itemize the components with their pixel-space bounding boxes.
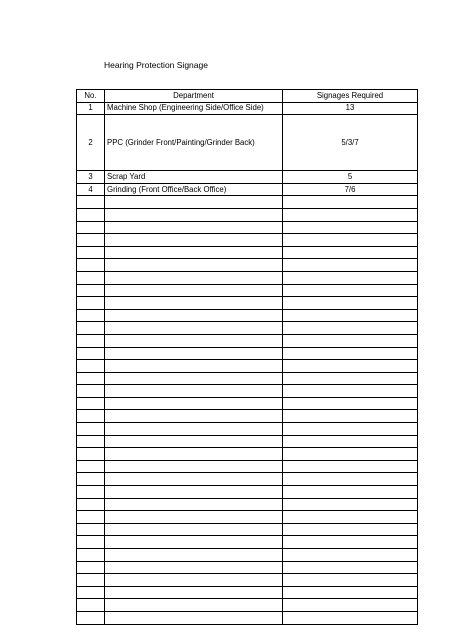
row-signages: 7/6 — [283, 183, 418, 196]
empty-table-row — [77, 347, 418, 360]
empty-cell — [105, 334, 283, 347]
empty-cell — [105, 284, 283, 297]
empty-cell — [283, 586, 418, 599]
empty-cell — [77, 423, 105, 436]
empty-cell — [283, 460, 418, 473]
empty-cell — [105, 549, 283, 562]
empty-cell — [77, 574, 105, 587]
header-no: No. — [77, 90, 105, 103]
empty-cell — [283, 360, 418, 373]
empty-table-row — [77, 221, 418, 234]
empty-cell — [283, 511, 418, 524]
empty-cell — [77, 234, 105, 247]
empty-cell — [283, 259, 418, 272]
empty-cell — [105, 511, 283, 524]
empty-cell — [77, 523, 105, 536]
empty-table-row — [77, 271, 418, 284]
empty-cell — [283, 611, 418, 624]
empty-table-row — [77, 599, 418, 612]
empty-cell — [105, 423, 283, 436]
empty-cell — [283, 599, 418, 612]
row-number: 1 — [77, 102, 105, 115]
empty-cell — [77, 498, 105, 511]
empty-cell — [105, 486, 283, 499]
empty-cell — [283, 486, 418, 499]
empty-cell — [77, 561, 105, 574]
empty-cell — [283, 498, 418, 511]
empty-cell — [105, 297, 283, 310]
empty-cell — [105, 599, 283, 612]
empty-table-row — [77, 460, 418, 473]
empty-table-row — [77, 246, 418, 259]
empty-cell — [283, 385, 418, 398]
empty-cell — [77, 334, 105, 347]
empty-cell — [77, 372, 105, 385]
empty-cell — [77, 536, 105, 549]
empty-cell — [105, 372, 283, 385]
row-department: Machine Shop (Engineering Side/Office Side) — [105, 102, 283, 115]
row-department: Scrap Yard — [105, 171, 283, 184]
page-title: Hearing Protection Signage — [104, 60, 208, 70]
empty-table-row — [77, 360, 418, 373]
empty-cell — [283, 435, 418, 448]
empty-cell — [77, 221, 105, 234]
empty-cell — [105, 473, 283, 486]
empty-table-row — [77, 372, 418, 385]
empty-table-row — [77, 586, 418, 599]
empty-table-row — [77, 397, 418, 410]
empty-cell — [105, 523, 283, 536]
empty-cell — [105, 385, 283, 398]
empty-cell — [283, 536, 418, 549]
table-row — [77, 183, 418, 196]
empty-table-row — [77, 498, 418, 511]
empty-table-row — [77, 536, 418, 549]
empty-table-row — [77, 473, 418, 486]
header-department: Department — [105, 90, 283, 103]
empty-table-row — [77, 410, 418, 423]
empty-cell — [105, 221, 283, 234]
empty-table-row — [77, 196, 418, 209]
empty-table-row — [77, 511, 418, 524]
row-signages: 13 — [283, 102, 418, 115]
empty-cell — [77, 460, 105, 473]
empty-cell — [105, 309, 283, 322]
empty-cell — [77, 347, 105, 360]
empty-cell — [105, 448, 283, 461]
empty-cell — [283, 297, 418, 310]
empty-table-row — [77, 448, 418, 461]
empty-cell — [105, 259, 283, 272]
empty-cell — [77, 246, 105, 259]
empty-cell — [283, 246, 418, 259]
empty-table-row — [77, 208, 418, 221]
empty-cell — [283, 523, 418, 536]
empty-cell — [77, 397, 105, 410]
row-number: 2 — [77, 115, 105, 171]
table-header-row — [77, 90, 418, 103]
empty-cell — [77, 486, 105, 499]
empty-cell — [77, 284, 105, 297]
empty-table-row — [77, 297, 418, 310]
empty-table-row — [77, 561, 418, 574]
empty-table-row — [77, 385, 418, 398]
empty-cell — [283, 473, 418, 486]
empty-cell — [105, 397, 283, 410]
empty-cell — [283, 221, 418, 234]
table-body — [77, 102, 418, 624]
empty-table-row — [77, 309, 418, 322]
row-department: PPC (Grinder Front/Painting/Grinder Back) — [105, 115, 283, 171]
table-row — [77, 115, 418, 171]
empty-cell — [105, 246, 283, 259]
empty-cell — [283, 549, 418, 562]
empty-cell — [283, 561, 418, 574]
empty-cell — [77, 322, 105, 335]
empty-cell — [77, 271, 105, 284]
empty-cell — [77, 435, 105, 448]
row-signages: 5 — [283, 171, 418, 184]
empty-cell — [283, 423, 418, 436]
table-row — [77, 102, 418, 115]
empty-cell — [77, 586, 105, 599]
empty-cell — [283, 410, 418, 423]
empty-cell — [105, 208, 283, 221]
table-row — [77, 171, 418, 184]
empty-cell — [283, 372, 418, 385]
row-signages: 5/3/7 — [283, 115, 418, 171]
row-department: Grinding (Front Office/Back Office) — [105, 183, 283, 196]
empty-cell — [77, 599, 105, 612]
empty-cell — [283, 574, 418, 587]
empty-cell — [105, 498, 283, 511]
empty-table-row — [77, 284, 418, 297]
empty-cell — [77, 297, 105, 310]
empty-cell — [105, 271, 283, 284]
empty-cell — [283, 196, 418, 209]
empty-cell — [77, 410, 105, 423]
empty-cell — [283, 448, 418, 461]
empty-table-row — [77, 423, 418, 436]
empty-table-row — [77, 611, 418, 624]
empty-cell — [283, 309, 418, 322]
empty-cell — [77, 309, 105, 322]
empty-table-row — [77, 334, 418, 347]
empty-cell — [105, 322, 283, 335]
empty-table-row — [77, 234, 418, 247]
empty-cell — [77, 259, 105, 272]
empty-table-row — [77, 435, 418, 448]
empty-cell — [283, 284, 418, 297]
empty-table-row — [77, 549, 418, 562]
empty-cell — [77, 208, 105, 221]
row-number: 3 — [77, 171, 105, 184]
empty-cell — [105, 347, 283, 360]
empty-table-row — [77, 486, 418, 499]
empty-cell — [283, 347, 418, 360]
empty-cell — [283, 271, 418, 284]
empty-cell — [105, 410, 283, 423]
empty-cell — [283, 234, 418, 247]
empty-cell — [105, 196, 283, 209]
empty-cell — [105, 586, 283, 599]
empty-table-row — [77, 523, 418, 536]
empty-cell — [283, 208, 418, 221]
empty-cell — [105, 435, 283, 448]
empty-cell — [105, 234, 283, 247]
empty-table-row — [77, 322, 418, 335]
empty-cell — [105, 611, 283, 624]
empty-cell — [283, 322, 418, 335]
row-number: 4 — [77, 183, 105, 196]
empty-cell — [105, 574, 283, 587]
empty-cell — [283, 334, 418, 347]
empty-cell — [105, 460, 283, 473]
empty-cell — [105, 536, 283, 549]
empty-cell — [105, 360, 283, 373]
empty-table-row — [77, 574, 418, 587]
empty-cell — [77, 549, 105, 562]
empty-cell — [283, 397, 418, 410]
empty-cell — [105, 561, 283, 574]
empty-cell — [77, 511, 105, 524]
empty-cell — [77, 360, 105, 373]
empty-cell — [77, 385, 105, 398]
empty-cell — [77, 448, 105, 461]
empty-cell — [77, 473, 105, 486]
empty-cell — [77, 611, 105, 624]
header-signages-required: Signages Required — [283, 90, 418, 103]
empty-cell — [77, 196, 105, 209]
signage-table — [76, 89, 418, 625]
empty-table-row — [77, 259, 418, 272]
